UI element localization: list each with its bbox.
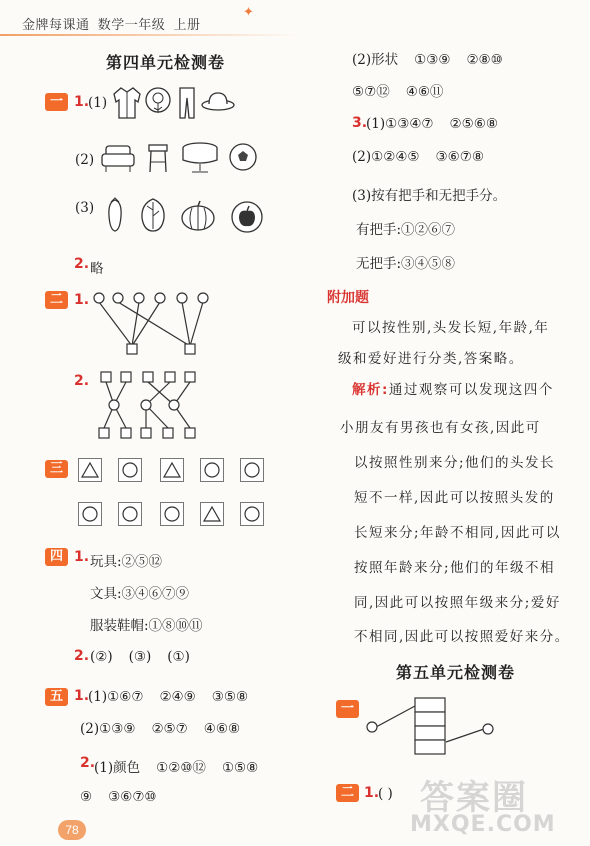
circle-icon [241, 503, 263, 525]
shape-box [78, 458, 102, 482]
answer-text: 无把手:③④⑤⑧ [356, 256, 456, 272]
section-tag-2: 二 [45, 291, 68, 309]
matching-diagram-2 [90, 368, 210, 440]
shape-box [200, 458, 224, 482]
answer-item: (2)形状 [352, 52, 399, 68]
extra-question-heading: 附加题 [327, 290, 369, 306]
analysis-label: 解析: [352, 382, 389, 398]
answer-item: (2)①③⑨ [80, 721, 136, 737]
answer-row [90, 649, 190, 665]
circle-icon [201, 459, 223, 481]
answer-item: (1)①③④⑦ [366, 116, 434, 132]
paragraph-line: 级和爱好进行分类,答案略。 [338, 351, 524, 367]
trousers-icon [178, 86, 196, 120]
paragraph-line [352, 375, 554, 406]
question-number: 1. [74, 292, 90, 308]
answer-row [352, 80, 443, 100]
answer-item: ②⑧⑩ [466, 52, 503, 68]
question-number: 1. [74, 688, 90, 704]
section-tag-1: 一 [336, 700, 359, 718]
matching-diagram-1 [90, 288, 230, 358]
answer-item: (①) [167, 649, 190, 665]
section-tag-2: 二 [336, 784, 359, 802]
answer-row [366, 116, 498, 132]
stool-icon [146, 142, 170, 174]
answer-item: ③⑥⑦⑧ [435, 149, 484, 165]
answer-row [352, 149, 484, 165]
shape-box [78, 502, 102, 526]
answer-item: (2)①②④⑤ [352, 149, 420, 165]
answer-item: ②⑤⑥⑧ [449, 116, 498, 132]
answer-row [80, 789, 157, 805]
part-label: (2) [75, 152, 95, 168]
pumpkin-icon [180, 200, 216, 232]
paragraph-line: 长短来分;年龄不相同,因此可以 [354, 525, 561, 541]
shape-box [240, 502, 264, 526]
paragraph-line: 小朋友有男孩也有女孩,因此可 [340, 420, 541, 436]
answer-text: 有把手:①②⑥⑦ [356, 222, 456, 238]
answer-row [80, 721, 240, 737]
page-number: 78 [58, 820, 86, 840]
header-divider [0, 34, 300, 36]
answer-item: ⑤⑦⑫ [352, 84, 390, 100]
answer-item: ③⑤⑧ [211, 689, 249, 705]
question-number: 2. [74, 373, 90, 389]
answer-row [94, 756, 258, 776]
football-icon [228, 142, 258, 172]
answer-item: (②) [90, 649, 113, 665]
series-header [22, 14, 201, 33]
circle-icon [79, 503, 101, 525]
question-number: 2. [80, 755, 96, 771]
shape-box [118, 458, 142, 482]
answer-item: (1)颜色 [94, 760, 141, 776]
section-tag-1: 一 [45, 93, 68, 111]
paragraph-line: 可以按性别,头发长短,年龄,年 [352, 320, 550, 336]
sun-hat-icon [200, 90, 236, 112]
paragraph-line: 短不一样,因此可以按照头发的 [354, 490, 555, 506]
answer-stationery: 文具:③④⑥⑦⑨ [90, 586, 190, 602]
watermark-logo: 答案圈 [420, 778, 528, 818]
stacked-boxes-diagram [362, 692, 502, 762]
answer-item: ②⑤⑦ [151, 721, 188, 737]
answer-item: ①②⑩⑫ [156, 760, 206, 776]
answer-text: (3)按有把手和无把手分。 [352, 188, 507, 204]
circle-icon [119, 503, 141, 525]
apple-icon [230, 200, 264, 234]
answer-text: 略 [90, 261, 104, 277]
question-number: 1. [74, 94, 90, 110]
section-tag-5: 五 [45, 688, 68, 706]
answer-item: ②④⑨ [159, 689, 196, 705]
answer-row [88, 689, 248, 705]
answer-item: ①⑤⑧ [221, 760, 259, 776]
question-number: 2. [74, 648, 90, 664]
answer-clothes: 服装鞋帽:①⑧⑩⑪ [90, 618, 203, 634]
paragraph-line: 按照年龄来分;他们的年级不相 [354, 560, 556, 576]
paragraph-line: 同,因此可以按照年级来分;爱好 [354, 595, 561, 611]
flower-icon [144, 86, 172, 116]
paragraph-line: 以按照性别来分;他们的头发长 [354, 455, 556, 471]
section-tag-3: 三 [45, 460, 68, 478]
eggplant-icon [104, 196, 126, 234]
cabbage-icon [138, 196, 168, 234]
question-number: 2. [74, 256, 90, 272]
unit5-title: 第五单元检测卷 [396, 663, 516, 682]
part-label: (1) [88, 95, 108, 111]
circle-icon [241, 459, 263, 481]
shape-box [160, 502, 184, 526]
answer-item: ①③⑨ [414, 52, 451, 68]
answer-item: ⑨ [80, 789, 93, 805]
section-tag-4: 四 [45, 548, 68, 566]
unit4-title: 第四单元检测卷 [106, 53, 226, 72]
answer-row [352, 48, 503, 68]
sparkle-icon: ✦ [243, 5, 254, 20]
answer-toys: 玩具:②⑤⑫ [90, 554, 163, 570]
series-name: 金牌每课通 [22, 17, 90, 32]
circle-icon [119, 459, 141, 481]
sofa-icon [100, 140, 136, 174]
shape-box [240, 458, 264, 482]
answer-item: (③) [128, 649, 152, 665]
shape-box [160, 458, 184, 482]
shape-box [200, 502, 224, 526]
question-number: 1. [74, 549, 90, 565]
answer-item: ④⑥⑪ [405, 84, 444, 100]
answer-item: ④⑥⑧ [203, 721, 241, 737]
answer-item: (1)①⑥⑦ [88, 689, 144, 705]
triangle-icon [161, 459, 183, 481]
subject-name: 数学一年级 [97, 17, 166, 32]
shape-box [118, 502, 142, 526]
watermark-url: MXQE.COM [410, 812, 556, 837]
part-label: (3) [75, 200, 95, 216]
round-table-icon [180, 140, 220, 174]
question-number: 3. [352, 115, 368, 131]
answer-blank: ( ) [378, 786, 393, 802]
triangle-icon [79, 459, 101, 481]
volume-name: 上册 [173, 17, 201, 32]
answer-item: ③⑥⑦⑩ [108, 789, 157, 805]
paragraph-line: 不相同,因此可以按照爱好来分。 [354, 629, 570, 645]
analysis-text: 通过观察可以发现这四个 [388, 382, 554, 398]
triangle-icon [201, 503, 223, 525]
circle-icon [161, 503, 183, 525]
jacket-icon [112, 86, 142, 120]
question-number: 1. [364, 785, 380, 801]
